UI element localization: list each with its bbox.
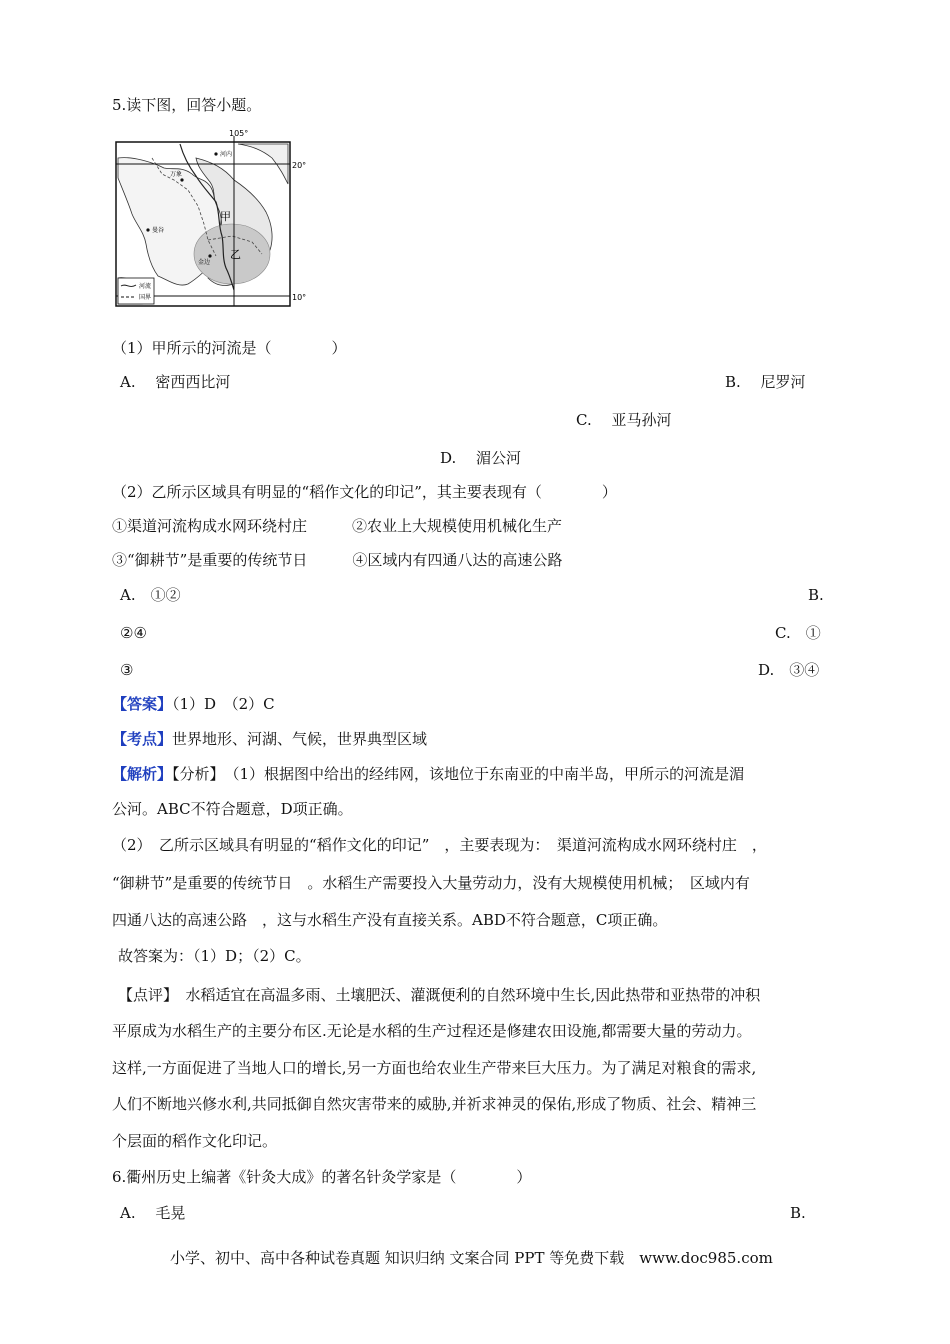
jiexi-line-4: “御耕节”是重要的传统节日 。水稻生产需要投入大量劳动力，没有大规模使用机械； 区域内有 bbox=[112, 874, 750, 892]
dianping-line-5: 个层面的稻作文化印记。 bbox=[112, 1132, 278, 1150]
sub2-option-c: C. ① bbox=[775, 624, 821, 642]
sub-question-2: （2）乙所示区域具有明显的“稻作文化的印记”，其主要表现有（ ） bbox=[112, 483, 617, 501]
dianping-line-3: 这样,一方面促进了当地人口的增长,另一方面也给农业生产带来巨大压力。为了满足对粮食的需求, bbox=[112, 1059, 757, 1077]
jiexi-line-5: 四通八达的高速公路 ，这与水稻生产没有直接关系。ABD不符合题意，C项正确。 bbox=[112, 911, 668, 929]
city-bangkok-dot bbox=[146, 228, 149, 231]
question-6: 6.衢州历史上编著《针灸大成》的著名针灸学家是（ ） bbox=[112, 1168, 532, 1186]
question-5-stem: 5.读下图，回答小题。 bbox=[112, 96, 262, 114]
sub1-option-b: B. 尼罗河 bbox=[725, 373, 806, 391]
sub2-option-a: A. ①② bbox=[120, 586, 181, 604]
sub1-option-a: A. 密西西比河 bbox=[120, 373, 231, 391]
sub1-option-d: D. 湄公河 bbox=[440, 449, 522, 467]
sub2-option-c-value: ③ bbox=[120, 661, 134, 679]
kaodian-line bbox=[112, 729, 427, 749]
city-vientiane-dot bbox=[180, 178, 183, 181]
kaodian-text: 世界地形、河湖、气候，世界典型区域 bbox=[172, 730, 428, 748]
label-jia: 甲 bbox=[220, 210, 231, 223]
lon-label: 105° bbox=[229, 129, 249, 138]
kaodian-tag: 【考点】 bbox=[112, 730, 173, 748]
dianping-line-1: 【点评】 水稻适宜在高温多雨、土壤肥沃、灌溉便利的自然环境中生长,因此热带和亚热带的冲积 bbox=[118, 986, 761, 1004]
indochina-map-figure bbox=[112, 128, 312, 310]
jiexi-line-3: （2） 乙所示区域具有明显的“稻作文化的印记” ，主要表现为： 渠道河流构成水网环绕村庄 ， bbox=[112, 836, 767, 854]
sub2-option-b-value: ②④ bbox=[120, 624, 147, 642]
dianping-line-2: 平原成为水稻生产的主要分布区.无论是水稻的生产过程还是修建农田设施,都需要大量的劳动力。 bbox=[112, 1022, 752, 1040]
sub2-option-d: D. ③④ bbox=[758, 661, 820, 679]
lat-bottom-label: 10° bbox=[292, 293, 307, 302]
label-phnompenh: 金边 bbox=[198, 259, 211, 266]
label-vientiane: 万象 bbox=[170, 171, 183, 178]
sub2-statements-1-2: ①渠道河流构成水网环绕村庄 ②农业上大规模使用机械化生产 bbox=[112, 517, 563, 535]
sub-question-1: （1）甲所示的河流是（ ） bbox=[112, 339, 347, 357]
jiexi-line-1 bbox=[112, 764, 744, 784]
answer-line bbox=[112, 694, 275, 714]
jiexi-tag: 【解析】 bbox=[112, 765, 173, 783]
city-phnompenh-dot bbox=[208, 254, 211, 257]
sub1-option-c: C. 亚马孙河 bbox=[576, 411, 672, 429]
label-bangkok: 曼谷 bbox=[152, 227, 165, 234]
lat-top-label: 20° bbox=[292, 161, 307, 170]
jiexi-line-2: 公河。ABC不符合题意，D项正确。 bbox=[112, 800, 353, 818]
page-footer: 小学、初中、高中各种试卷真题 知识归纳 文案合同 PPT 等免费下载 www.doc985.com bbox=[170, 1249, 773, 1267]
sub2-statements-3-4: ③“御耕节”是重要的传统节日 ④区域内有四通八达的高速公路 bbox=[112, 551, 563, 569]
legend-border-label: 国界 bbox=[139, 294, 152, 301]
sub2-option-b: B. bbox=[808, 586, 824, 604]
q6-option-a: A. 毛晃 bbox=[120, 1204, 186, 1222]
jiexi-text-1: 【分析】 （1）根据图中给出的经纬网，该地位于东南亚的中南半岛，甲所示的河流是湄 bbox=[172, 765, 745, 783]
q6-option-b: B. bbox=[790, 1204, 806, 1222]
answer-text: （1）D （2）C bbox=[172, 695, 275, 713]
label-yi: 乙 bbox=[230, 248, 241, 261]
answer-tag: 【答案】 bbox=[112, 695, 173, 713]
label-hanoi: 河内 bbox=[220, 151, 233, 158]
legend-river-label: 河流 bbox=[139, 283, 152, 290]
dianping-line-4: 人们不断地兴修水利,共同抵御自然灾害带来的威胁,并祈求神灵的保佑,形成了物质、社会、精神三 bbox=[112, 1095, 757, 1113]
jiexi-line-6: 故答案为：（1）D；（2）C。 bbox=[118, 947, 311, 965]
city-hanoi-dot bbox=[214, 152, 217, 155]
